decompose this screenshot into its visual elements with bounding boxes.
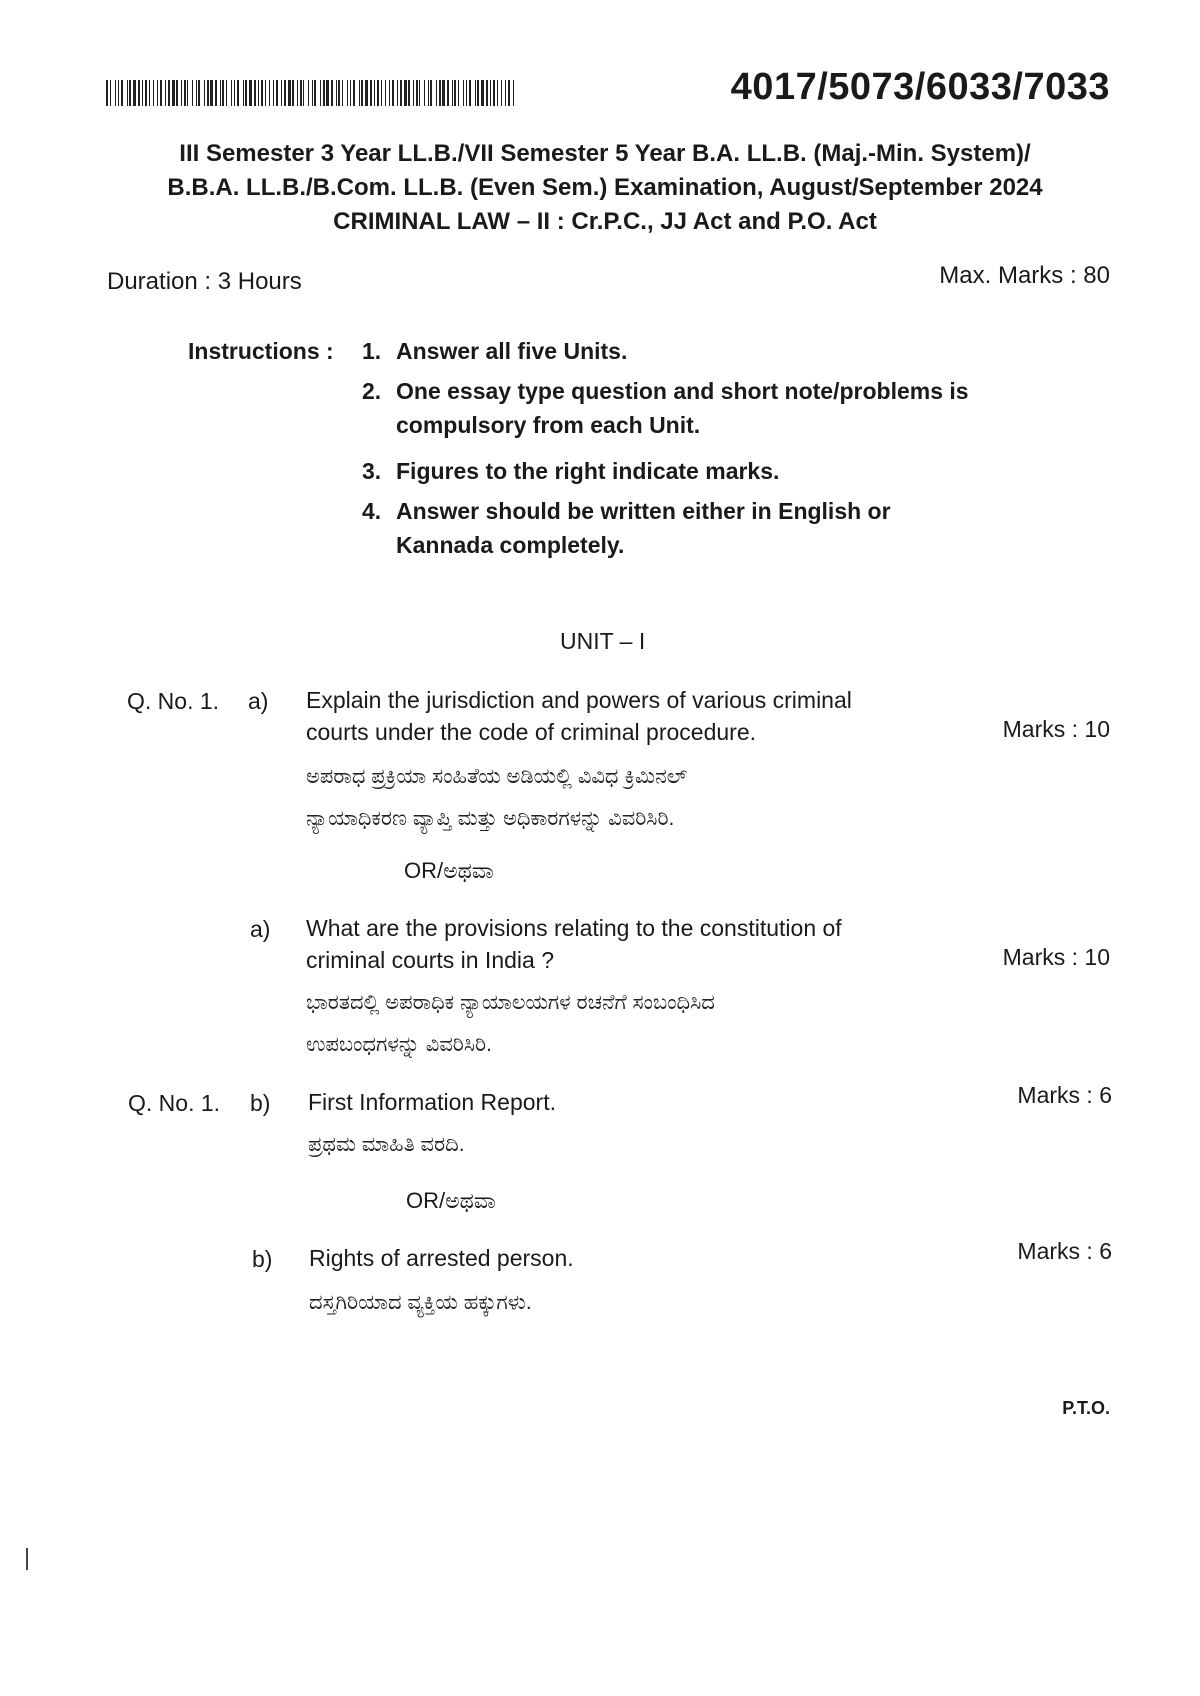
question-number: Q. No. 1. — [128, 1090, 221, 1116]
exam-title-line-2: B.B.A. LL.B./B.Com. LL.B. (Even Sem.) Examination, August/September 2024 — [167, 174, 1043, 201]
question-marks: Marks : 6 — [1017, 1082, 1112, 1108]
scan-margin-mark — [26, 1548, 28, 1570]
question-part: b) — [252, 1246, 273, 1272]
barcode — [106, 80, 518, 106]
question-text-line-1: Rights of arrested person. — [309, 1245, 574, 1271]
instruction-2-num: 2. — [362, 378, 382, 404]
question-text-line-1: What are the provisions relating to the constitution of — [306, 915, 842, 941]
subject-title: CRIMINAL LAW – II : Cr.P.C., JJ Act and P.O. Act — [333, 208, 877, 235]
question-text-line-2: criminal courts in India ? — [306, 947, 554, 973]
instruction-3-num: 3. — [362, 458, 382, 484]
instruction-2-text-cont: compulsory from each Unit. — [396, 412, 701, 438]
instruction-4-text: Answer should be written either in English or — [396, 498, 891, 524]
question-kannada-line-1: ದಸ್ತಗಿರಿಯಾದ ವ್ಯಕ್ತಿಯ ಹಕ್ಕುಗಳು. — [309, 1291, 532, 1314]
question-marks: Marks : 6 — [1017, 1238, 1112, 1264]
max-marks: Max. Marks : 80 — [939, 262, 1110, 289]
question-marks: Marks : 10 — [1002, 944, 1110, 970]
question-kannada-line-1: ಭಾರತದಲ್ಲಿ ಅಪರಾಧಿಕ ನ್ಯಾಯಾಲಯಗಳ ರಚನೆಗೆ ಸಂಬಂಧಿಸಿದ — [306, 991, 715, 1014]
question-text-line-1: First Information Report. — [308, 1089, 556, 1115]
instruction-2-text: One essay type question and short note/problems is — [396, 378, 969, 404]
or-separator: OR/ಅಥವಾ — [406, 1188, 496, 1213]
instruction-1-text: Answer all five Units. — [396, 338, 628, 364]
unit-heading: UNIT – I — [560, 628, 646, 654]
question-part: a) — [248, 688, 269, 714]
paper-code: 4017/5073/6033/7033 — [730, 66, 1110, 108]
question-kannada-line-2: ನ್ಯಾಯಾಧಿಕರಣ ವ್ಯಾಪ್ತಿ ಮತ್ತು ಅಧಿಕಾರಗಳನ್ನು ವಿವರಿಸಿರಿ. — [306, 807, 675, 830]
question-number: Q. No. 1. — [127, 688, 220, 714]
question-text-line-1: Explain the jurisdiction and powers of various criminal — [306, 687, 852, 713]
instruction-3-text: Figures to the right indicate marks. — [396, 458, 780, 484]
exam-title-line-1: III Semester 3 Year LL.B./VII Semester 5 Year B.A. LL.B. (Maj.-Min. System)/ — [179, 140, 1031, 167]
instructions-label: Instructions : — [188, 338, 334, 364]
question-text-line-2: courts under the code of criminal procedure. — [306, 719, 757, 745]
duration: Duration : 3 Hours — [107, 268, 302, 295]
or-separator: OR/ಅಥವಾ — [404, 858, 494, 883]
question-part: a) — [250, 916, 271, 942]
pto-footer: P.T.O. — [1062, 1398, 1110, 1418]
instruction-4-num: 4. — [362, 498, 382, 524]
question-kannada-line-1: ಅಪರಾಧ ಪ್ರಕ್ರಿಯಾ ಸಂಹಿತೆಯ ಅಡಿಯಲ್ಲಿ ವಿವಿಧ ಕ್ರಿಮಿನಲ್ — [306, 765, 688, 788]
question-kannada-line-2: ಉಪಬಂಧಗಳನ್ನು ವಿವರಿಸಿರಿ. — [306, 1033, 492, 1056]
question-part: b) — [250, 1090, 271, 1116]
instruction-1-num: 1. — [362, 338, 382, 364]
instruction-4-text-cont: Kannada completely. — [396, 532, 625, 558]
question-kannada-line-1: ಪ್ರಥಮ ಮಾಹಿತಿ ವರದಿ. — [308, 1133, 465, 1156]
question-marks: Marks : 10 — [1002, 716, 1110, 742]
